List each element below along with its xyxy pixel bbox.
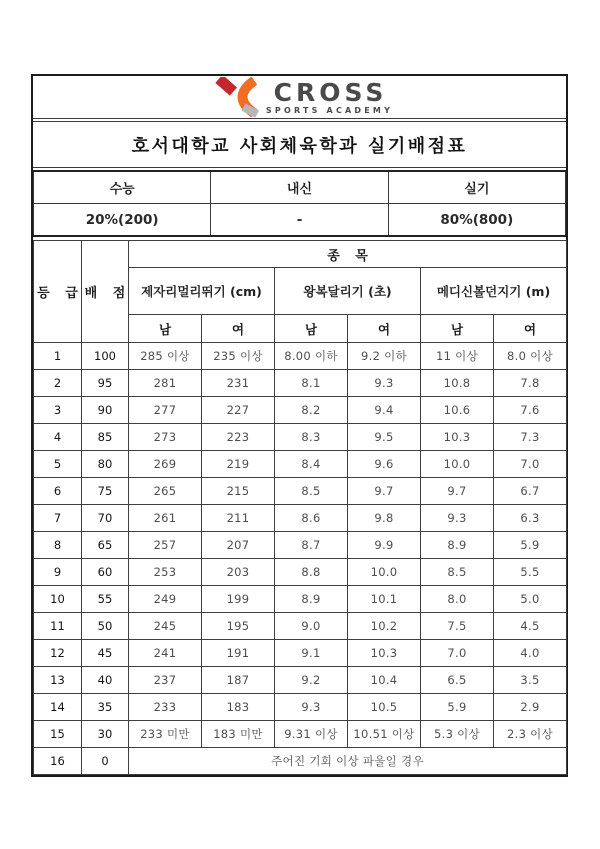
grade-cell: 6 — [34, 478, 82, 505]
ratio-label-silgi: 실기 — [388, 171, 565, 204]
grade-cell: 10 — [34, 586, 82, 613]
cross-academy-logo — [214, 77, 395, 117]
value-cell: 233 미만 — [129, 721, 202, 748]
value-cell: 5.9 — [494, 532, 567, 559]
value-cell: 8.5 — [275, 478, 348, 505]
value-cell: 5.9 — [421, 694, 494, 721]
value-cell: 7.3 — [494, 424, 567, 451]
header-event-medicine-ball-throw: 메디신볼던지기 (m) — [421, 268, 567, 315]
value-cell: 9.3 — [421, 505, 494, 532]
cross-x-logo-icon — [214, 77, 262, 117]
points-cell: 75 — [82, 478, 129, 505]
value-cell: 9.8 — [348, 505, 421, 532]
value-cell: 10.5 — [348, 694, 421, 721]
value-cell: 281 — [129, 370, 202, 397]
value-cell: 9.7 — [421, 478, 494, 505]
value-cell: 7.0 — [421, 640, 494, 667]
value-cell: 8.00 이하 — [275, 343, 348, 370]
grade-cell: 14 — [34, 694, 82, 721]
grade-cell: 4 — [34, 424, 82, 451]
grade-cell: 16 — [34, 748, 82, 775]
grade-cell: 11 — [34, 613, 82, 640]
grade-cell: 5 — [34, 451, 82, 478]
ratio-label-suneung: 수능 — [34, 171, 211, 204]
value-cell: 8.9 — [421, 532, 494, 559]
ratio-value-naesin: - — [211, 204, 388, 237]
value-cell: 9.3 — [348, 370, 421, 397]
grade-cell: 7 — [34, 505, 82, 532]
header-gender-male-3: 남 — [421, 315, 494, 343]
value-cell: 4.5 — [494, 613, 567, 640]
value-cell: 8.6 — [275, 505, 348, 532]
value-cell: 10.6 — [421, 397, 494, 424]
value-cell: 9.5 — [348, 424, 421, 451]
points-cell: 0 — [82, 748, 129, 775]
value-cell: 9.31 이상 — [275, 721, 348, 748]
header-gender-female-3: 여 — [494, 315, 567, 343]
value-cell: 5.0 — [494, 586, 567, 613]
value-cell: 195 — [202, 613, 275, 640]
value-cell: 9.0 — [275, 613, 348, 640]
table-row — [34, 478, 567, 505]
value-cell: 9.9 — [348, 532, 421, 559]
document-page — [31, 74, 568, 777]
header-row-group — [34, 241, 567, 268]
table-row — [34, 451, 567, 478]
value-cell: 191 — [202, 640, 275, 667]
points-cell: 90 — [82, 397, 129, 424]
grade-cell: 2 — [34, 370, 82, 397]
value-cell: 9.3 — [275, 694, 348, 721]
score-table — [33, 240, 567, 775]
value-cell: 10.0 — [348, 559, 421, 586]
header-gender-male-1: 남 — [129, 315, 202, 343]
value-cell: 245 — [129, 613, 202, 640]
table-row — [34, 694, 567, 721]
points-cell: 80 — [82, 451, 129, 478]
table-row — [34, 370, 567, 397]
value-cell: 235 이상 — [202, 343, 275, 370]
grade-cell: 13 — [34, 667, 82, 694]
value-cell: 7.5 — [421, 613, 494, 640]
value-cell: 8.0 이상 — [494, 343, 567, 370]
value-cell: 7.0 — [494, 451, 567, 478]
logo-text — [265, 77, 395, 115]
value-cell: 10.1 — [348, 586, 421, 613]
logo-subtitle: SPORTS ACADEMY — [265, 105, 394, 115]
table-row — [34, 424, 567, 451]
points-cell: 95 — [82, 370, 129, 397]
ratio-label-naesin: 내신 — [211, 171, 388, 204]
value-cell: 10.3 — [348, 640, 421, 667]
value-cell: 9.6 — [348, 451, 421, 478]
value-cell: 257 — [129, 532, 202, 559]
points-cell: 30 — [82, 721, 129, 748]
value-cell: 273 — [129, 424, 202, 451]
points-cell: 70 — [82, 505, 129, 532]
table-row — [34, 505, 567, 532]
value-cell: 231 — [202, 370, 275, 397]
value-cell: 215 — [202, 478, 275, 505]
note-cell: 주어진 기회 이상 파울일 경우 — [129, 748, 567, 775]
header-gender-female-1: 여 — [202, 315, 275, 343]
value-cell: 183 — [202, 694, 275, 721]
value-cell: 269 — [129, 451, 202, 478]
value-cell: 2.9 — [494, 694, 567, 721]
value-cell: 233 — [129, 694, 202, 721]
value-cell: 6.7 — [494, 478, 567, 505]
header-gender-female-2: 여 — [348, 315, 421, 343]
value-cell: 10.8 — [421, 370, 494, 397]
value-cell: 8.2 — [275, 397, 348, 424]
page-title: 호서대학교 사회체육학과 실기배점표 — [33, 121, 566, 168]
value-cell: 9.1 — [275, 640, 348, 667]
grade-cell: 15 — [34, 721, 82, 748]
value-cell: 237 — [129, 667, 202, 694]
header-event-standing-long-jump: 제자리멀리뛰기 (cm) — [129, 268, 275, 315]
table-row — [34, 748, 567, 775]
value-cell: 8.5 — [421, 559, 494, 586]
value-cell: 9.2 이하 — [348, 343, 421, 370]
header-events-group: 종 목 — [129, 241, 567, 268]
value-cell: 227 — [202, 397, 275, 424]
grade-cell: 3 — [34, 397, 82, 424]
value-cell: 8.0 — [421, 586, 494, 613]
value-cell: 241 — [129, 640, 202, 667]
value-cell: 277 — [129, 397, 202, 424]
value-cell: 8.8 — [275, 559, 348, 586]
value-cell: 10.2 — [348, 613, 421, 640]
table-row — [34, 343, 567, 370]
value-cell: 249 — [129, 586, 202, 613]
value-cell: 199 — [202, 586, 275, 613]
grade-cell: 9 — [34, 559, 82, 586]
header-gender-male-2: 남 — [275, 315, 348, 343]
value-cell: 219 — [202, 451, 275, 478]
value-cell: 9.7 — [348, 478, 421, 505]
value-cell: 8.3 — [275, 424, 348, 451]
table-row — [34, 613, 567, 640]
ratio-label-row — [34, 171, 566, 204]
grade-cell: 1 — [34, 343, 82, 370]
table-row — [34, 532, 567, 559]
value-cell: 10.4 — [348, 667, 421, 694]
value-cell: 9.2 — [275, 667, 348, 694]
score-ratio-table — [33, 170, 566, 237]
value-cell: 9.4 — [348, 397, 421, 424]
table-row — [34, 667, 567, 694]
value-cell: 4.0 — [494, 640, 567, 667]
value-cell: 211 — [202, 505, 275, 532]
points-cell: 40 — [82, 667, 129, 694]
points-cell: 55 — [82, 586, 129, 613]
value-cell: 203 — [202, 559, 275, 586]
value-cell: 8.9 — [275, 586, 348, 613]
value-cell: 5.3 이상 — [421, 721, 494, 748]
value-cell: 8.4 — [275, 451, 348, 478]
value-cell: 183 미만 — [202, 721, 275, 748]
table-row — [34, 640, 567, 667]
value-cell: 6.3 — [494, 505, 567, 532]
table-row — [34, 586, 567, 613]
table-row — [34, 559, 567, 586]
logo-brand-name: CROSS — [273, 77, 388, 107]
value-cell: 8.1 — [275, 370, 348, 397]
table-row — [34, 397, 567, 424]
logo-section — [33, 76, 566, 119]
header-points: 배 점 — [82, 241, 129, 343]
value-cell: 8.7 — [275, 532, 348, 559]
ratio-value-row — [34, 204, 566, 237]
grade-cell: 12 — [34, 640, 82, 667]
grade-cell: 8 — [34, 532, 82, 559]
points-cell: 100 — [82, 343, 129, 370]
value-cell: 187 — [202, 667, 275, 694]
points-cell: 35 — [82, 694, 129, 721]
points-cell: 45 — [82, 640, 129, 667]
value-cell: 11 이상 — [421, 343, 494, 370]
points-cell: 60 — [82, 559, 129, 586]
value-cell: 7.8 — [494, 370, 567, 397]
header-event-shuttle-run: 왕복달리기 (초) — [275, 268, 421, 315]
value-cell: 261 — [129, 505, 202, 532]
value-cell: 6.5 — [421, 667, 494, 694]
value-cell: 10.51 이상 — [348, 721, 421, 748]
value-cell: 10.0 — [421, 451, 494, 478]
points-cell: 85 — [82, 424, 129, 451]
value-cell: 253 — [129, 559, 202, 586]
ratio-value-silgi: 80%(800) — [388, 204, 565, 237]
value-cell: 5.5 — [494, 559, 567, 586]
value-cell: 10.3 — [421, 424, 494, 451]
value-cell: 3.5 — [494, 667, 567, 694]
value-cell: 265 — [129, 478, 202, 505]
table-row — [34, 721, 567, 748]
header-grade: 등 급 — [34, 241, 82, 343]
value-cell: 285 이상 — [129, 343, 202, 370]
value-cell: 207 — [202, 532, 275, 559]
value-cell: 7.6 — [494, 397, 567, 424]
value-cell: 223 — [202, 424, 275, 451]
ratio-value-suneung: 20%(200) — [34, 204, 211, 237]
score-table-body — [34, 343, 567, 775]
points-cell: 65 — [82, 532, 129, 559]
value-cell: 2.3 이상 — [494, 721, 567, 748]
points-cell: 50 — [82, 613, 129, 640]
